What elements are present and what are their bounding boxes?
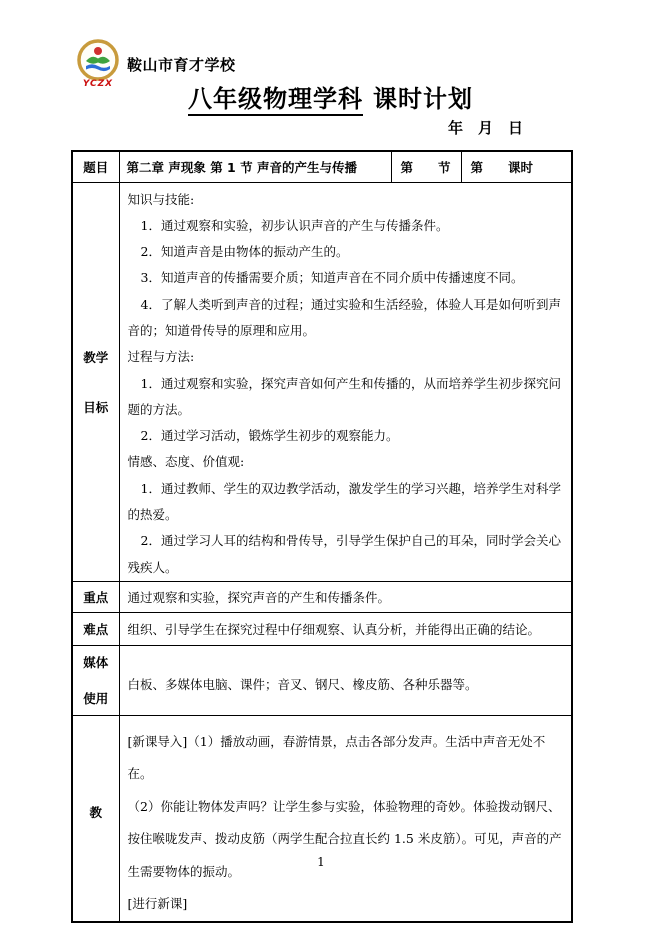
media-content-cell: 白板、多媒体电脑、课件；音叉、钢尺、橡皮筋、各种乐器等。 [119, 645, 572, 715]
objectives-label-line1: 教学 [83, 349, 109, 365]
process-paragraph: [新课导入]（1）播放动画，春游情景，点击各部分发声。生活中声音无处不在。 [127, 733, 546, 782]
logo-figure-head [94, 47, 102, 55]
key-point-label-cell: 重点 [72, 581, 119, 612]
page-title-suffix: 课时计划 [373, 84, 473, 113]
logo-text: YCZX [82, 79, 114, 89]
school-name: 鞍山市育才学校 [127, 56, 236, 74]
objectives-line: 1．通过观察和实验，初步认识声音的产生与传播条件。 [140, 217, 449, 233]
objectives-content-cell [119, 182, 572, 581]
process-row [72, 715, 572, 922]
topic-content-cell: 第二章 声现象 第 1 节 声音的产生与传播 [119, 151, 391, 182]
objectives-line: 情感、态度、价值观: [127, 454, 245, 470]
objectives-line: 2．知道声音是由物体的振动产生的。 [140, 244, 349, 260]
lesson-plan-table [71, 150, 573, 923]
objectives-label-cell [72, 182, 119, 581]
page-number: 1 [317, 855, 325, 869]
key-point-row [72, 581, 572, 612]
media-label-cell [72, 645, 119, 715]
objectives-line: 4．了解人类听到声音的过程；通过实验和生活经验，体验人耳是如何听到声音的；知道骨传导的原理和应用。 [127, 296, 561, 338]
difficulty-row [72, 612, 572, 645]
objectives-line: 过程与方法: [127, 349, 195, 365]
process-content-cell [119, 715, 572, 922]
process-label-cell: 教 [72, 715, 119, 922]
media-label-line2: 使用 [83, 691, 109, 707]
date-line: 年 月 日 [447, 119, 523, 137]
difficulty-content-cell: 组织、引导学生在探究过程中仔细观察、认真分析，并能得出正确的结论。 [119, 612, 572, 645]
key-point-content-cell: 通过观察和实验，探究声音的产生和传播条件。 [119, 581, 572, 612]
process-paragraph: [进行新课] [127, 896, 188, 912]
objectives-row [72, 182, 572, 581]
objectives-line: 3．知道声音的传播需要介质；知道声音在不同介质中传播速度不同。 [140, 270, 524, 286]
objectives-line: 2．通过学习活动，锻炼学生初步的观察能力。 [140, 428, 399, 444]
objectives-line: 1．通过观察和实验，探究声音如何产生和传播的，从而培养学生初步探究问题的方法。 [127, 375, 561, 417]
period-number-cell: 第 课时 [461, 151, 572, 182]
section-number-cell: 第 节 [391, 151, 461, 182]
school-logo-icon [75, 38, 121, 84]
objectives-label-line2: 目标 [83, 399, 109, 415]
objectives-line: 知识与技能: [127, 191, 195, 207]
topic-row [72, 151, 572, 182]
page-title [0, 79, 661, 114]
topic-label-cell: 题目 [72, 151, 119, 182]
media-label-line1: 媒体 [83, 655, 109, 671]
media-row [72, 645, 572, 715]
process-paragraph: （2）你能让物体发声吗？让学生参与实验，体验物理的奇妙。体验拨动钢尺、按住喉咙发声、拨动皮筋（两学生配合拉直长约 1.5 米皮筋）。可见，声音的产生需要物体的振动。 [127, 798, 562, 879]
objectives-line: 2．通过学习人耳的结构和骨传导，引导学生保护自己的耳朵，同时学会关心残疾人。 [127, 533, 561, 575]
difficulty-label-cell: 难点 [72, 612, 119, 645]
page-title-underlined: 八年级物理学科 [188, 84, 363, 116]
objectives-line: 1．通过教师、学生的双边教学活动，激发学生的学习兴趣，培养学生对科学的热爱。 [127, 480, 561, 523]
